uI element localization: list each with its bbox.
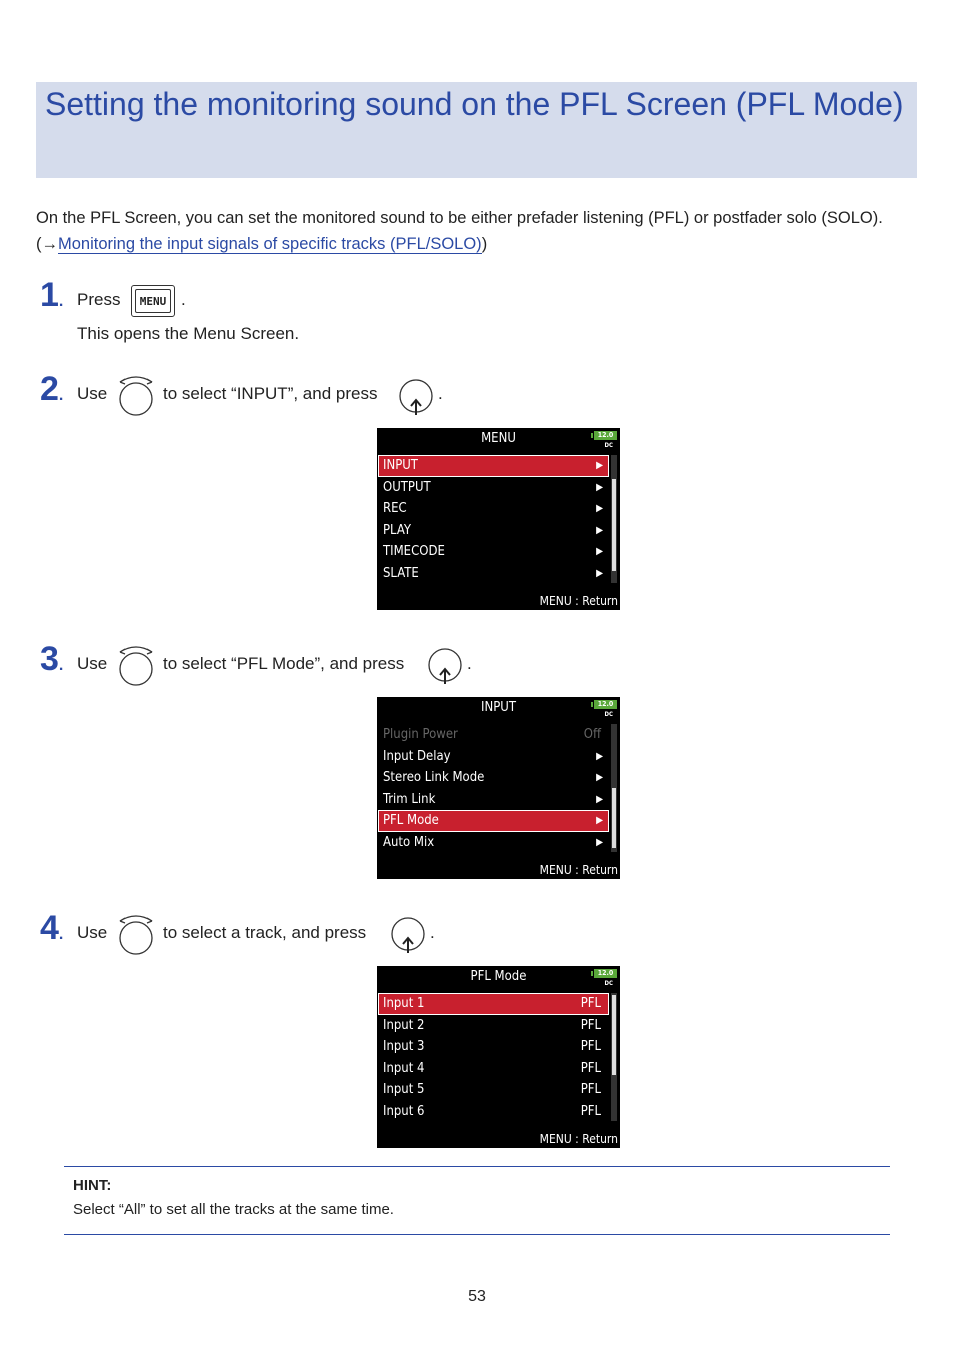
row-label: Input Delay [383,748,451,764]
step-2-text-after: . [438,384,443,403]
dial-press-icon [388,915,428,955]
screen-row [378,477,609,499]
screen-row [378,498,609,520]
step-3-number: 3. [40,640,64,678]
intro-paragraph [36,205,926,257]
scrollbar-thumb [612,479,616,571]
battery-icon: 12.0 [594,969,617,978]
arrow-right-icon: ▶ [596,772,603,783]
step-3-text-mid: to select “PFL Mode”, and press [163,654,405,673]
row-value: PFL [580,1082,601,1097]
arrow-right-icon: ▶ [596,836,603,848]
screen-row [378,1058,609,1080]
rotary-dial-icon [114,644,158,688]
arrow-right-icon: ▶ [596,750,603,762]
hint-label: HINT: [73,1177,112,1194]
hint-text: Select “All” to set all the tracks at the same time. [73,1201,394,1218]
step-2-number: 2. [40,370,64,408]
arrow-right-icon: ▶ [596,793,603,805]
row-label: Stereo Link Mode [383,770,485,785]
row-label: TIMECODE [383,544,445,559]
arrow-right-icon: ▶ [596,460,603,471]
step-3-text-before: Use [77,654,108,673]
row-label: Input 2 [383,1017,425,1033]
row-label: Auto Mix [383,834,435,850]
scrollbar [611,455,617,583]
row-value: PFL [580,1060,601,1076]
row-value: Off [583,727,601,742]
row-value: PFL [580,1017,601,1033]
row-label: Plugin Power [383,727,458,742]
page-title: Setting the monitoring sound on the PFL Screen (PFL Mode) [45,86,904,122]
screen-row [378,520,609,542]
scrollbar-thumb [612,995,616,1075]
screen-row [378,455,609,477]
input-screen [377,697,620,879]
row-label: Input 1 [383,996,425,1011]
intro-close: ) [481,235,488,253]
step-2-text-mid: to select “INPUT”, and press [163,384,378,403]
battery-icon: 12.0 [594,700,617,709]
dial-press-icon [396,377,436,417]
row-label: SLATE [383,565,419,581]
row-value: PFL [580,1103,601,1119]
screen-row [378,541,609,563]
screen-title: PFL Mode [470,969,527,984]
scrollbar-thumb [612,788,616,848]
intro-text: On the PFL Screen, you can set the monitored sound to be either prefader listening (PFL) or postfader solo (SOLO). (→ [36,209,883,253]
step-3-text-after: . [467,654,472,673]
step-4-text-before: Use [77,923,108,942]
row-label: Input 4 [383,1060,425,1076]
menu-screen [377,428,620,610]
menu-key-icon: MENU [131,285,175,317]
step-1-text-before: Press [77,290,121,309]
pfl-solo-link[interactable]: Monitoring the input signals of specific tracks (PFL/SOLO) [58,235,482,253]
screen-row [378,993,609,1015]
row-label: INPUT [383,458,418,473]
screen-row [378,724,609,746]
screen-row [378,1101,609,1123]
arrow-right-icon: ▶ [596,546,603,557]
page-number: 53 [468,1288,486,1305]
dc-label: DC [604,980,613,987]
screen-menu-list [378,455,609,584]
screen-row [378,563,609,585]
screen-row [378,810,609,832]
screen-row [378,789,609,811]
row-label: Input 5 [383,1082,425,1097]
screen-row [378,746,609,768]
arrow-right-icon: ▶ [596,524,603,536]
row-label: Input 3 [383,1039,425,1054]
scrollbar [611,724,617,852]
step-4-text-after: . [430,923,435,942]
arrow-right-icon: ▶ [596,815,603,826]
return-hint: MENU : Return [539,594,618,608]
step-2-text-before: Use [77,384,108,403]
arrow-right-icon: ▶ [596,481,603,493]
return-hint: MENU : Return [539,1132,618,1146]
step-4-number: 4. [40,909,64,947]
row-label: PFL Mode [383,813,439,828]
screen-menu-list [378,724,609,853]
screen-track-list [378,993,609,1122]
rotary-dial-icon [114,374,158,418]
dc-label: DC [604,711,613,718]
arrow-right-icon: ▶ [596,503,603,514]
rotary-dial-icon [114,913,158,957]
row-label: OUTPUT [383,479,431,495]
dc-label: DC [604,442,613,449]
dial-press-icon [425,646,465,686]
arrow-right-icon: ▶ [596,567,603,579]
screen-row [378,832,609,854]
row-label: Trim Link [383,791,436,807]
return-hint: MENU : Return [539,863,618,877]
row-label: PLAY [383,522,411,538]
pfl-mode-screen [377,966,620,1148]
step-4-text-mid: to select a track, and press [163,923,367,942]
hint-box [64,1166,890,1235]
step-1-number: 1. [40,276,64,314]
step-1-text-after: . [181,290,186,309]
screen-row [378,1079,609,1101]
row-label: REC [383,501,407,516]
step-1-subtext: This opens the Menu Screen. [77,324,300,343]
screen-title: INPUT [481,700,516,715]
row-value: PFL [580,1039,601,1054]
screen-title: MENU [481,431,516,446]
battery-icon: 12.0 [594,431,617,440]
row-value: PFL [580,996,601,1011]
scrollbar [611,993,617,1121]
screen-row [378,1036,609,1058]
screen-row [378,1015,609,1037]
row-label: Input 6 [383,1103,425,1119]
screen-row [378,767,609,789]
